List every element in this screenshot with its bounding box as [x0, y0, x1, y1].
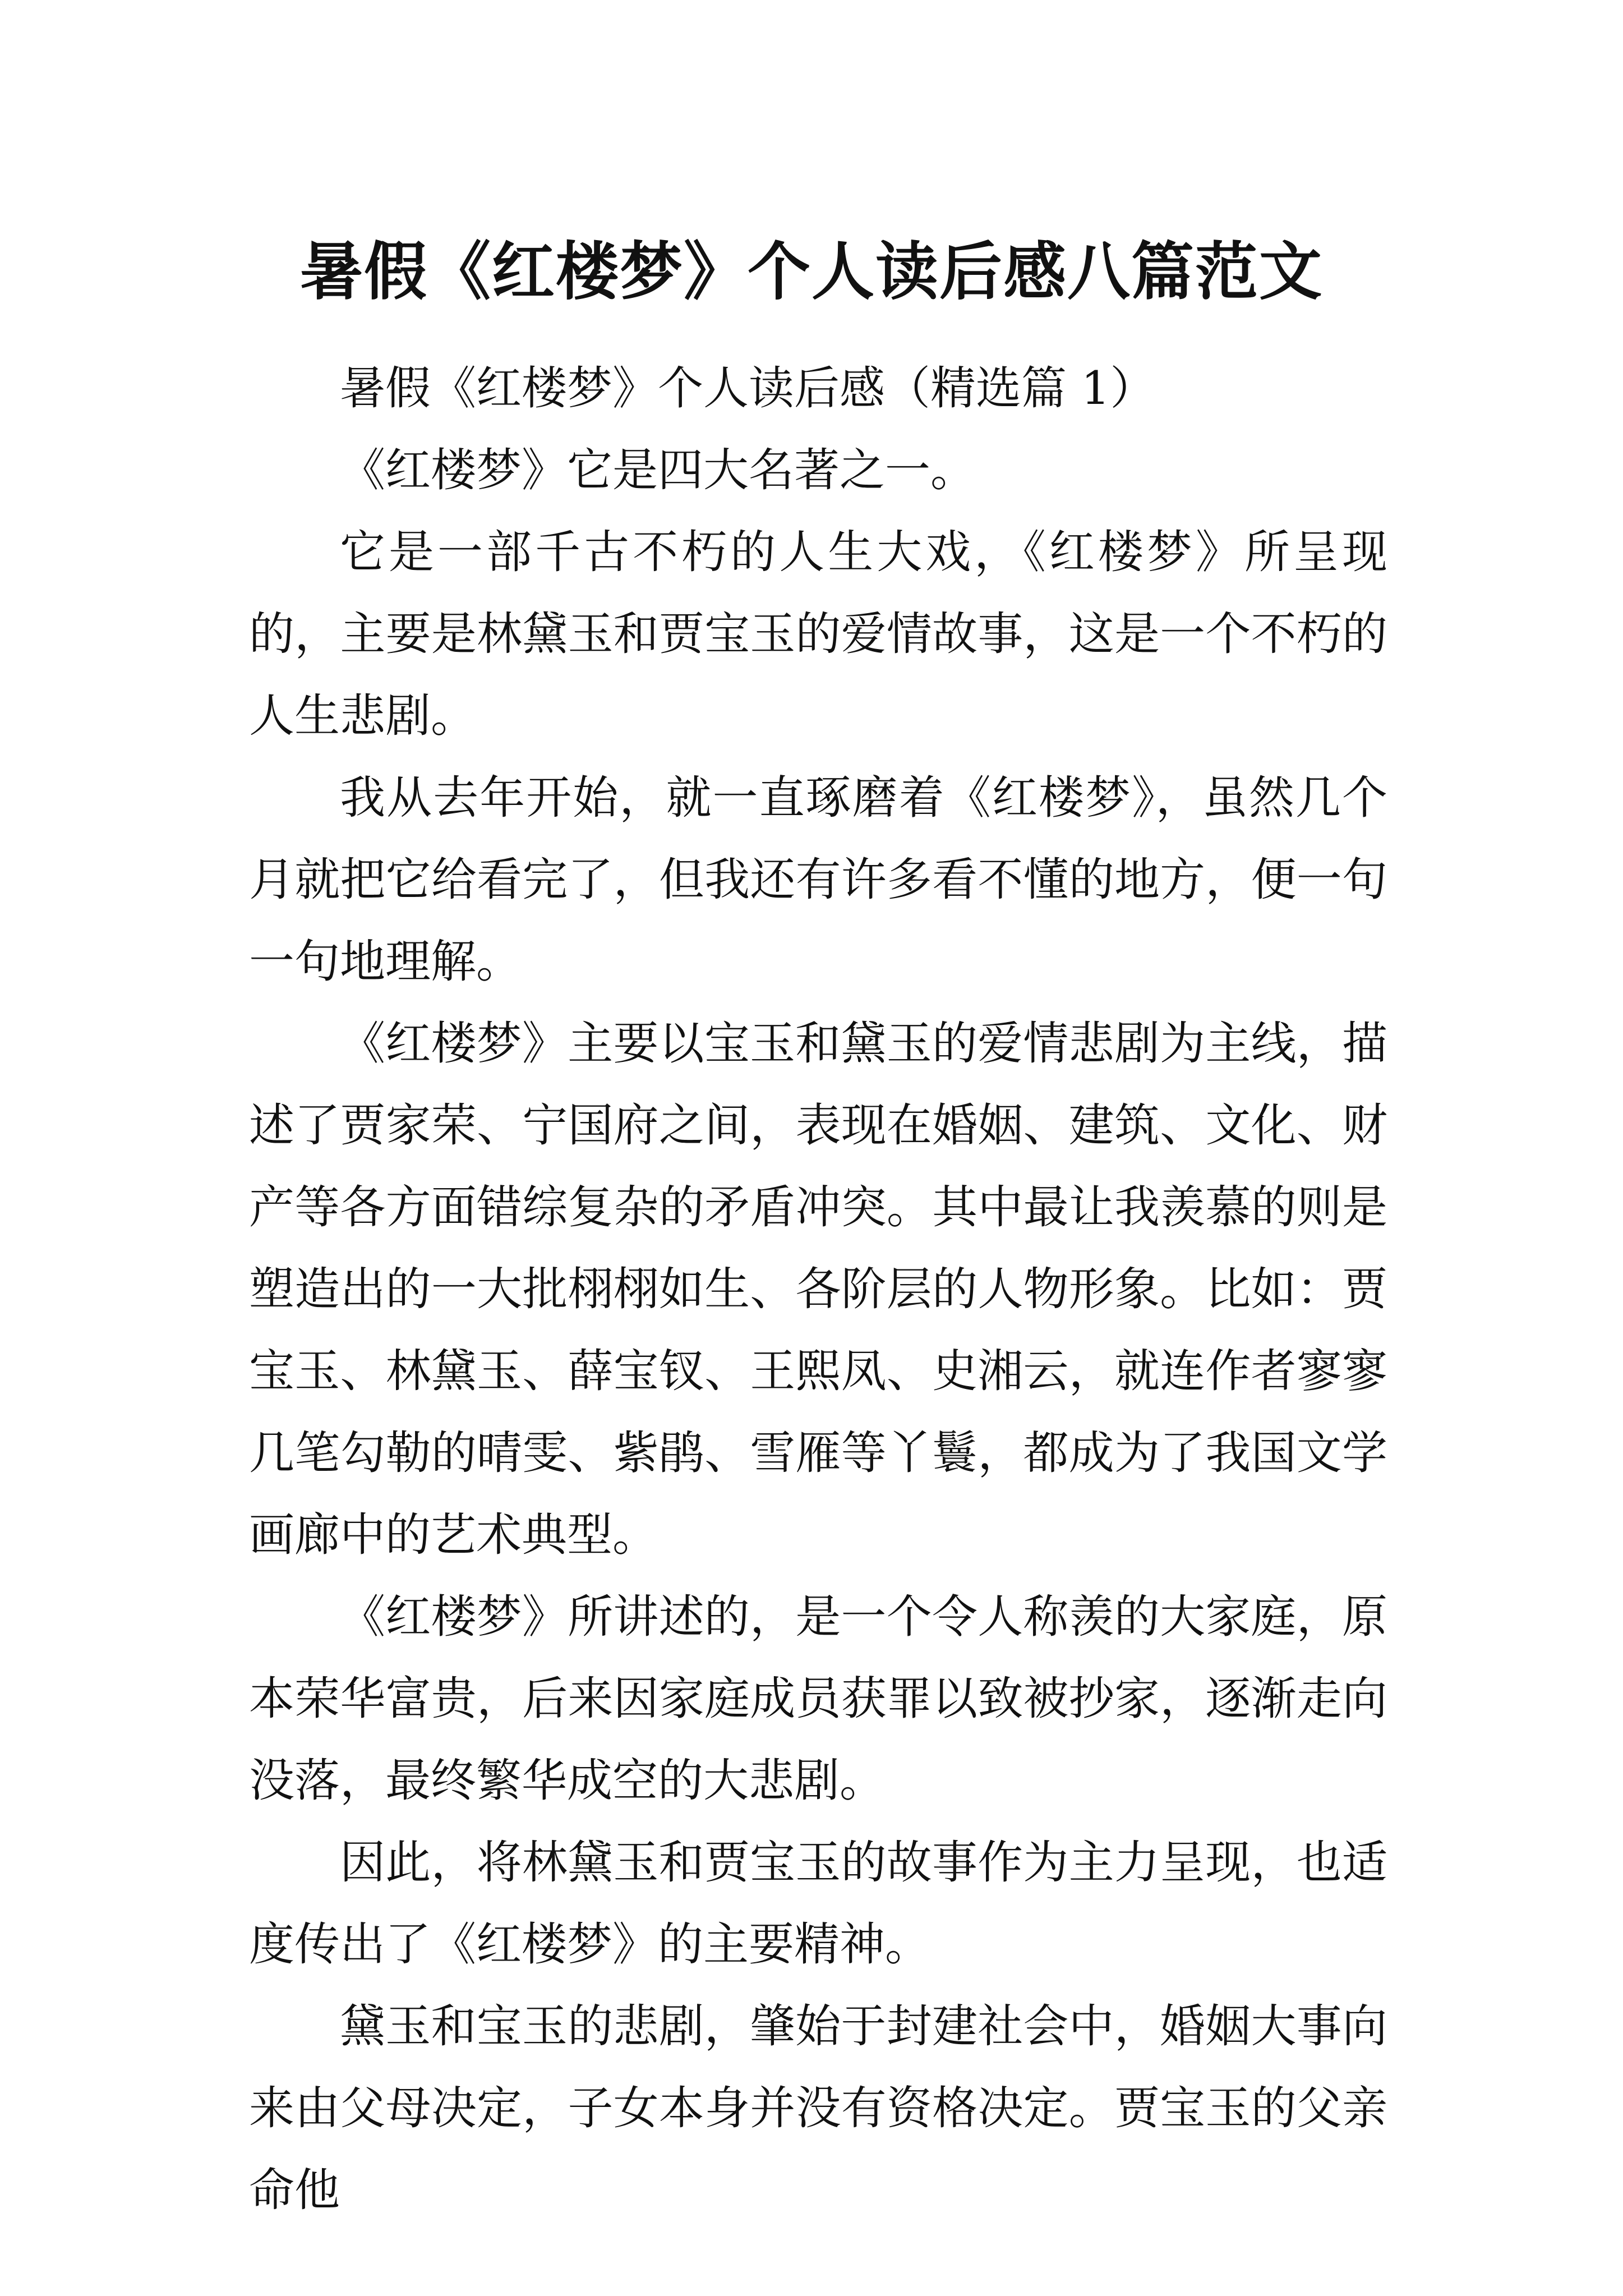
paragraph-2: 它是一部千古不朽的人生大戏，《红楼梦》所呈现的，主要是林黛玉和贾宝玉的爱情故事，这是一个不朽的人生悲剧。	[249, 526, 1387, 743]
paragraph-1: 《红楼梦》它是四大名著之一。	[340, 444, 976, 497]
document-title: 暑假《红楼梦》个人读后感八篇范文	[300, 236, 1323, 309]
section-heading: 暑假《红楼梦》个人读后感（精选篇 1）	[340, 362, 1156, 415]
paragraph-7: 黛玉和宝玉的悲剧，肇始于封建社会中，婚姻大事向来由父母决定，子女本身并没有资格决定。贾宝玉的父亲命他	[249, 2000, 1387, 2217]
paragraph-3: 我从去年开始，就一直琢磨着《红楼梦》，虽然几个月就把它给看完了，但我还有许多看不懂的地方，便一句一句地理解。	[249, 772, 1387, 988]
document-body	[249, 348, 1387, 2231]
paragraph-6: 因此，将林黛玉和贾宝玉的故事作为主力呈现，也适度传出了《红楼梦》的主要精神。	[249, 1837, 1387, 1971]
paragraph-4: 《红楼梦》主要以宝玉和黛玉的爱情悲剧为主线，描述了贾家荣、宁国府之间，表现在婚姻、建筑、文化、财产等各方面错综复杂的矛盾冲突。其中最让我羡慕的则是塑造出的一大批栩栩如生、各阶层的人物形象。比如：贾宝玉、林黛玉、薛宝钗、王熙凤、史湘云，就连作者寥寥几笔勾勒的晴雯、紫鹃、雪雁等丫鬟，都成为了我国文学画廊中的艺术典型。	[249, 1018, 1387, 1562]
paragraph-5: 《红楼梦》所讲述的，是一个令人称羡的大家庭，原本荣华富贵，后来因家庭成员获罪以致被抄家，逐渐走向没落，最终繁华成空的大悲剧。	[249, 1591, 1387, 1807]
